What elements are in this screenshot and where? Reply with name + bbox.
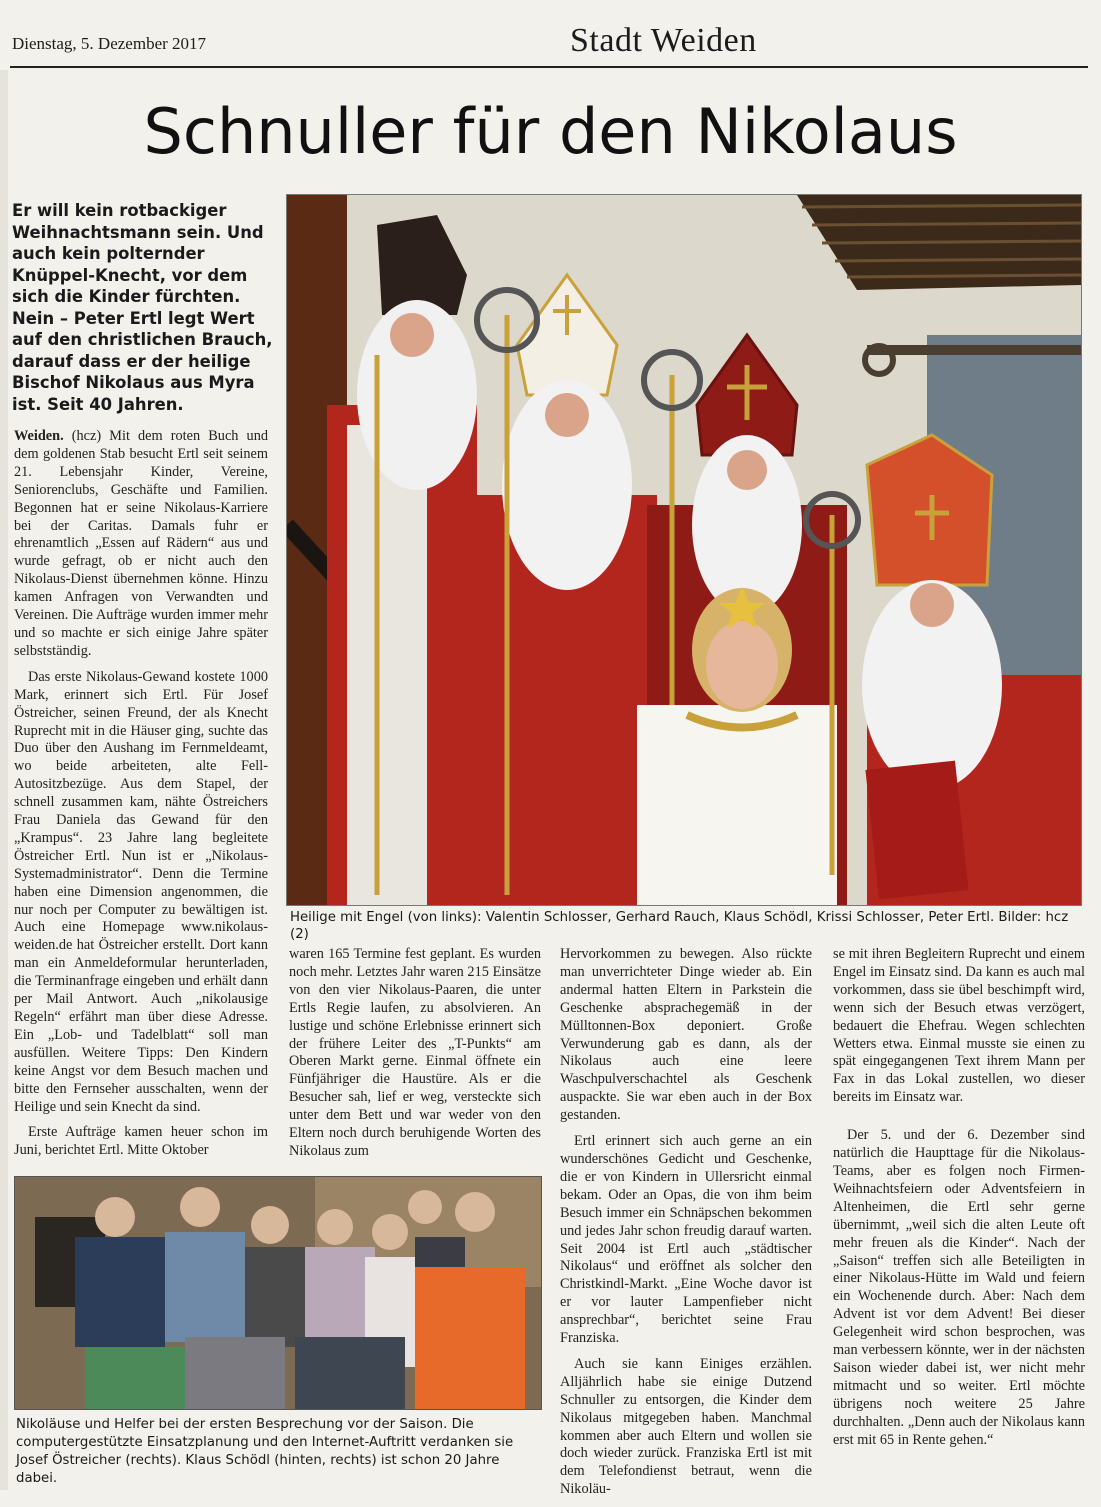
paragraph-text: (hcz) Mit dem roten Buch und dem goldenen Stab besucht Ertl seit seinem 21. Lebensjahr Kinder, Vereine, Seniorenclubs, Geschäfte und Familien. Begonnen hat er seine Nikolaus-Karriere bei der Caritas. Damals fuhr er ehrenamtlich „Essen auf Rädern“ aus und wurde gefragt, ob er nicht auch den Nikolaus-Dienst übernehmen könne. Hinzu kamen Anfragen von Verwandten und Vereinen. Die Aufträge wurden immer mehr und so machte er sich einige Jahre später selbstständig. [14, 428, 268, 659]
article-column-2 [289, 946, 541, 1169]
article-column-3 [560, 946, 812, 1507]
header-divider [10, 66, 1088, 68]
issue-date: Dienstag, 5. Dezember 2017 [12, 34, 207, 53]
group-photo-caption: Nikoläuse und Helfer bei der ersten Besprechung vor der Saison. Die computergestützte Einsatzplanung und den Internet-Auftritt verdanken sie Josef Östreicher (rechts). Klaus Schödl (hinten, rechts) ist schon 20 Jahre dabei. [16, 1417, 514, 1486]
paragraph: Erste Aufträge kamen heuer schon im Juni, berichtet Ertl. Mitte Oktober [14, 1124, 268, 1159]
group-photo-illustration [15, 1177, 541, 1409]
paragraph: se mit ihren Begleitern Ruprecht und einem Engel im Einsatz sind. Da kann es auch mal vorkommen, dass sie übel beschimpft wird, wenn sich der Besuch etwas verzögert, bedauert die Ehefrau. Wegen schlechten Wetters etwa. Einmal musste sie einen zu spät eingegangenen Text ihrem Mann per Fax in das Lokal zustellen, wo dieser bereits im Einsatz war. [833, 946, 1085, 1106]
paragraph: Hervorkommen zu bewegen. Also rückte man unverrichteter Dinge wieder ab. Ein andermal hatten Eltern in Parkstein die Geschenke absprachegemäß in der Mülltonnen-Box deponiert. Große Verwunderung gab es dann, als der Nikolaus auch eine leere Waschpulverschachtel als Geschenk auspackte. Sie war eben auch in der Box gestanden. [560, 946, 812, 1124]
page-edge-strip [0, 70, 8, 1490]
paragraph: waren 165 Termine fest geplant. Es wurden noch mehr. Letztes Jahr waren 215 Einsätze von den vier Nikolaus-Paaren, die unter Ertls Regie laufen, zu absolvieren. An lustige und schöne Erlebnisse erinnert sich der frühere Leiter des „T-Punkts“ am Oberen Markt gerne. Einmal öffnete ein Fünfjähriger die Haustüre. Als er die Besucher sah, lief er weg, versteckte sich unter dem Bett und war weder von den Eltern noch durch beruhigende Worten des Nikolaus zum [289, 946, 541, 1159]
dateline: Weiden. [14, 428, 64, 444]
paragraph: Ertl erinnert sich auch gerne an ein wunderschönes Gedicht und Geschenke, die er von Kindern in Ullersricht einmal bekam. Oder an Opas, die von ihm beim Besuch immer ein Schnäpschen bekommen und jedes Jahr schon freudig darauf warten. Seit 2004 ist Ertl auch „städtischer Nikolaus“ und eröffnet als solcher den Christkindl-Markt. „Eine Woche davor ist er vor lauter Lampenfieber nicht ansprechbar“, berichtet seine Frau Franziska. [560, 1133, 812, 1347]
section-title: Stadt Weiden [570, 22, 757, 59]
main-photo-illustration [287, 195, 1081, 905]
paragraph: Der 5. und der 6. Dezember sind natürlich die Haupttage für die Nikolaus-Teams, aber es folgen noch Firmen-Weihnachtsfeiern oder Adventsfeiern in Altenheimen, die Ertl sehr gerne übernimmt, „weil sich die alten Leute oft mehr freuen als die Kinder“. Nach der „Saison“ treffen sich alle Beteiligten in einer Nikolaus-Hütte im Wald und feiern ein Wochenende durch. Aber: Nach dem Advent ist vor dem Advent! Bei dieser Gelegenheit wird schon besprochen, was man verbessern könnte, wer in der nächsten Saison wieder dabei ist, wer nicht mehr mitmacht und so weiter. Ertl möchte übrigens noch weitere 25 Jahre durchhalten. „Denn auch der Nikolaus kann erst mit 65 in Rente gehen.“ [833, 1127, 1085, 1448]
article-column-1 [14, 428, 268, 1168]
paragraph: Das erste Nikolaus-Gewand kostete 1000 Mark, erinnert sich Ertl. Für Josef Östreicher, seinen Freund, der als Knecht Ruprecht mit in die Häuser ging, suchte das Duo über den Aushang im Fernmeldeamt, wo beide arbeiteten, alte Fell-Autositzbezüge. Aus dem Stapel, der schnell zusammen kam, nähte Östreichers Frau Daniela das Gewand für den „Krampus“. 23 Jahre lang begleitete Östreicher Ertl. Nun ist er „Nikolaus-Systemadministrator“. Denn die Termine haben eine Dimension angenommen, die nur noch per Computer zu bewältigen ist. Auch eine Homepage www.nikolaus-weiden.de hat Östreicher erstellt. Dort kann man ein Anmeldeformular herunterladen, die Terminanfrage eingeben und erhält dann per Mail Antwort. Auch „nikolausige Regeln“ erfährt man über diese Adresse. Ein „Lob- und Tadelblatt“ soll man ausfüllen. Weitere Tipps: Den Kindern keine Angst vor dem Besuch machen und bitte den Fernseher ausschalten, wenn der Heilige und sein Knecht da sind. [14, 668, 268, 1115]
group-photo-helpers [14, 1176, 542, 1410]
main-photo-caption: Heilige mit Engel (von links): Valentin Schlosser, Gerhard Rauch, Klaus Schödl, Krissi Schlosser, Peter Ertl. Bilder: hcz (2) [290, 910, 1069, 942]
paragraph: Auch sie kann Einiges erzählen. Alljährlich habe sie einige Dutzend Schnuller zu entsorgen, die Kinder dem Nikolaus mitgegeben haben. Manchmal kommen aber auch Eltern und wollen sie doch wieder zurück. Franziska Ertl ist mit dem Telefondienst betraut, wenn die Nikoläu- [560, 1355, 812, 1498]
main-photo-saints-with-angel [286, 194, 1082, 906]
article-headline: Schnuller für den Nikolaus [143, 95, 958, 168]
article-column-4 [833, 946, 1085, 1457]
article-intro: Er will kein rotbackiger Weihnachtsmann sein. Und auch kein polternder Knüppel-Knecht, vor dem sich die Kinder fürchten. Nein – Peter Ertl legt Wert auf den christlichen Brauch, darauf dass er der heilige Bischof Nikolaus aus Myra ist. Seit 40 Jahren. [12, 201, 273, 414]
paragraph [14, 428, 268, 661]
